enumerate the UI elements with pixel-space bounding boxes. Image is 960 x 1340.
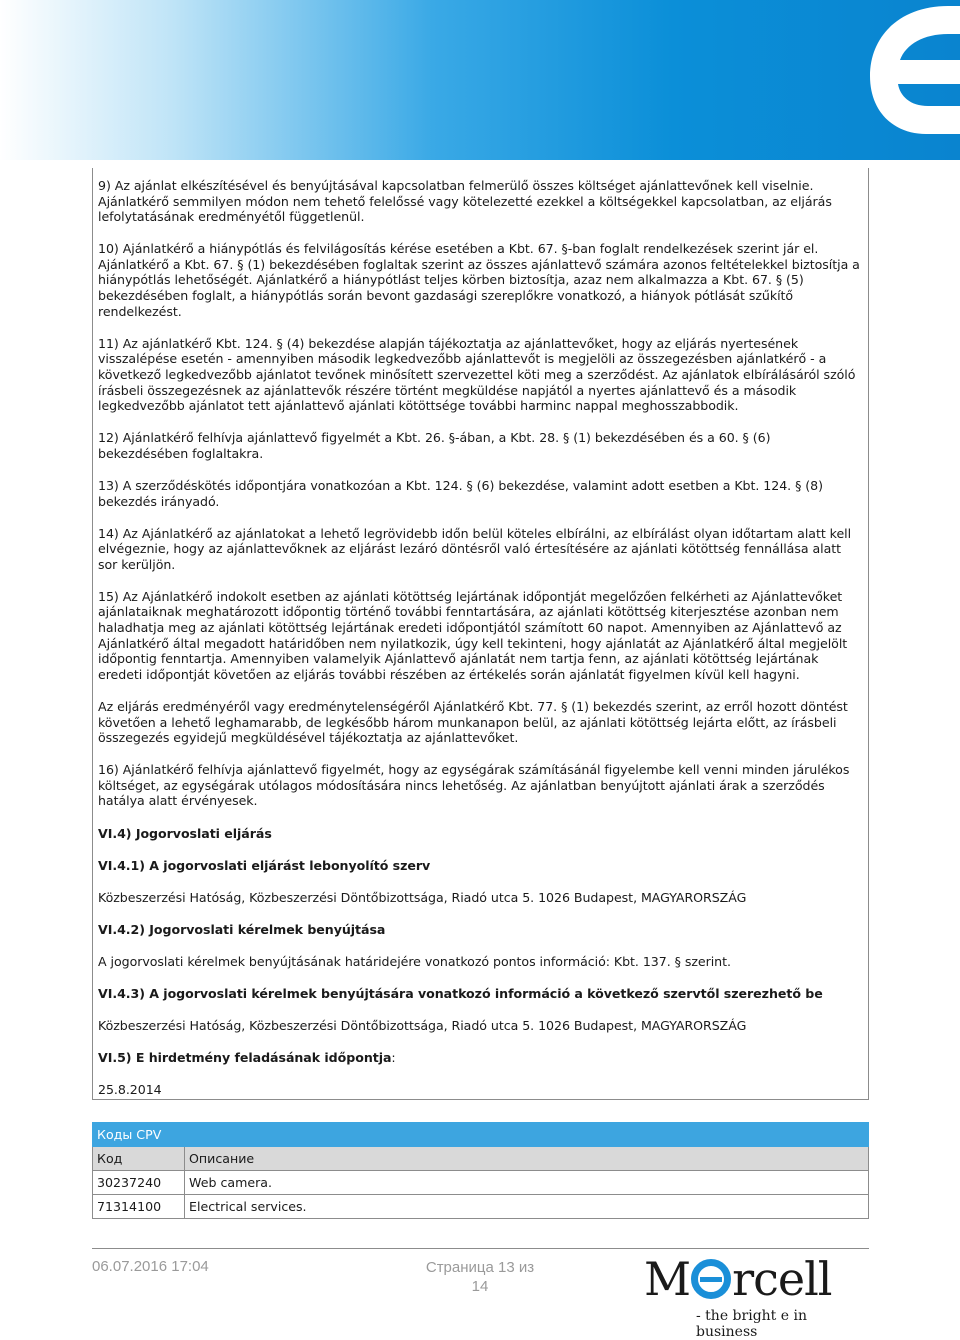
- footer-divider: [92, 1248, 869, 1249]
- cpv-desc: Web camera.: [185, 1171, 869, 1195]
- header-banner: [0, 0, 960, 160]
- logo-word-post: rcell: [732, 1252, 832, 1306]
- cpv-header-desc: Описание: [185, 1147, 869, 1171]
- cpv-header-row: [93, 1147, 869, 1171]
- logo-word-pre: M: [644, 1252, 691, 1306]
- paragraph-16: 16) Ajánlatkérő felhívja ajánlattevő figyelmét, hogy az egységárak számításánál figyelembe kell venni minden járulékos költséget, az egységárak utólagos módosítására nincs lehetőség. Az ajánlatban benyújtott ajánlati árak a szerződés hatálya alatt érvényesek.: [98, 762, 850, 809]
- page-number-line2: 14: [471, 1278, 489, 1295]
- info-heading: VI.4.3) A jogorvoslati kérelmek benyújtására vonatkozó információ a következő szervtől szerezhető be: [98, 985, 823, 1001]
- cpv-title-row: [93, 1123, 869, 1147]
- paragraph-15: 15) Az Ajánlatkérő indokolt esetben az ajánlati kötöttség lejártának időpontját megelőzően felkérheti az Ajánlattevőket ajánlataiknak meghatározott időpontig történő további fenntartására, az ajánlati kötöttség kiterjesztése azonban nem haladhatja meg az ajánlati kötöttség lejártának eredeti időpontjától számított 60 napot. Amennyiben az Ajánlattevő az Ajánlatkérő által megadott határidőben nem nyilatkozik, úgy kell tekinteni, hogy ajánlatát az Ajánlatkérő által megjelölt időpontig fenntartja. Amennyiben valamelyik Ajánlattevő ajánlatát nem tartja fenn, az ajánlati kötöttség lejártának eredeti időpontját követően az eljárás további részében az értékelés során ajánlatát figyelmen kívül kell hagyni.: [98, 588, 848, 682]
- paragraph-14: 14) Az Ajánlatkérő az ajánlatokat a lehető legrövidebb időn belül köteles elbírálni, az elbírálást olyan időtartam alatt kell elvégeznie, hogy az ajánlattevőknek az eljárást lezáró döntésről való értesítésére az ajánlati kötöttség fennállása alatt sor kerüljön.: [98, 525, 852, 572]
- notice-content: [92, 168, 869, 1100]
- cpv-table: [92, 1122, 869, 1219]
- dispatch-date-heading: [98, 1050, 862, 1066]
- remedy-body-heading: VI.4.1) A jogorvoslati eljárást lebonyolító szerv: [98, 857, 431, 873]
- table-row: [93, 1171, 869, 1195]
- cpv-title: Коды CPV: [93, 1123, 869, 1147]
- brand-e-icon: [830, 0, 960, 160]
- submission-value: A jogorvoslati kérelmek benyújtásának határidejére vonatkozó pontos információ: Kbt. 137. § szerint.: [98, 953, 731, 969]
- marcell-logo: [640, 1252, 870, 1340]
- paragraph-10: 10) Ajánlatkérő a hiánypótlás és felvilágosítás kérése esetében a Kbt. 67. §-ban foglalt rendelkezések szerint jár el. Ajánlatkérő a Kbt. 67. § (1) bekezdésében foglaltak szerint az összes ajánlattevő számára azonos feltételekkel biztosítja a hiánypótlás lehetőségét. Ajánlatkérő a hiánypótlást teljes körben biztosítja, azaz nem alkalmazza a Kbt. 67. § (5) bekezdésében foglalt, a hiánypótlás során bevont gazdasági szereplőkre vonatkozó, a hiányok pótlását szűkítő rendelkezést.: [98, 241, 860, 319]
- cpv-desc: Electrical services.: [185, 1195, 869, 1219]
- paragraph-result: Az eljárás eredményéről vagy eredménytelenségéről Ajánlatkérő Kbt. 77. § (1) bekezdés szerint, az erről hozott döntést követően a lehető leghamarabb, de legkésőbb három munkanapon belül, az ajánlati kötöttség lejárta előtt, az írásbeli összegezés egyidejű megküldésével tájékoztatja az ajánlattevőket.: [98, 698, 848, 746]
- logo-tagline: - the bright e in business: [696, 1308, 807, 1340]
- paragraph-9: 9) Az ajánlat elkészítésével és benyújtásával kapcsolatban felmerülő összes költséget ajánlattevőnek kell viselnie. Ajánlatkérő semmilyen módon nem tehető felelőssé vagy kötelezetté ezekkel a költségekkel kapcsolatban, az eljárás lefolytatásának eredményétől függetlenül.: [98, 178, 832, 225]
- cpv-code: 30237240: [93, 1171, 185, 1195]
- footer-page-number: [410, 1258, 550, 1296]
- page-number-line1: Страница 13 из: [425, 1259, 535, 1276]
- paragraph-13: 13) A szerződéskötés időpontjára vonatkozóan a Kbt. 124. § (6) bekezdése, valamint adott esetben a Kbt. 124. § (8) bekezdés irányadó.: [98, 477, 823, 509]
- remedy-heading: VI.4) Jogorvoslati eljárás: [98, 825, 272, 841]
- submission-heading: VI.4.2) Jogorvoslati kérelmek benyújtása: [98, 921, 386, 937]
- dispatch-date-label: VI.5) E hirdetmény feladásának időpontja: [98, 1050, 392, 1066]
- table-row: [93, 1195, 869, 1219]
- paragraph-11: 11) Az ajánlatkérő Kbt. 124. § (4) bekezdése alapján tájékoztatja az ajánlattevőket, hogy az eljárás nyertesének visszalépése esetén - amennyiben második legkedvezőbb ajánlattevőt is megjelöli az összegezésben ajánlatkérő - a következő legkedvezőbb ajánlatot tevőnek minősített szervezettel köti meg a szerződést. Az ajánlatok elbírálásáról szóló írásbeli összegezésnek az ajánlattevők részére történt megküldése napjától a nyertes ajánlattevő és a második legkedvezőbb ajánlatot tett ajánlattevő ajánlati kötöttsége további harminc nappal meghosszabbodik.: [98, 335, 856, 414]
- dispatch-date-colon: :: [391, 1050, 396, 1066]
- paragraph-12: 12) Ajánlatkérő felhívja ajánlattevő figyelmét a Kbt. 26. §-ában, a Kbt. 28. § (1) bekezdésében és a 60. § (6) bekezdésében foglaltakra.: [98, 430, 771, 461]
- logo-wordmark: [644, 1252, 832, 1306]
- footer-timestamp: 06.07.2016 17:04: [92, 1258, 209, 1275]
- info-value: Közbeszerzési Hatóság, Közbeszerzési Döntőbizottsága, Riadó utca 5. 1026 Budapest, MAGYARORSZÁG: [98, 1018, 747, 1034]
- remedy-body-value: Közbeszerzési Hatóság, Közbeszerzési Döntőbizottsága, Riadó utca 5. 1026 Budapest, MAGYARORSZÁG: [98, 889, 747, 905]
- logo-e-icon: [691, 1259, 731, 1299]
- dispatch-date-value: 25.8.2014: [98, 1082, 162, 1098]
- cpv-code: 71314100: [93, 1195, 185, 1219]
- cpv-header-code: Код: [93, 1147, 185, 1171]
